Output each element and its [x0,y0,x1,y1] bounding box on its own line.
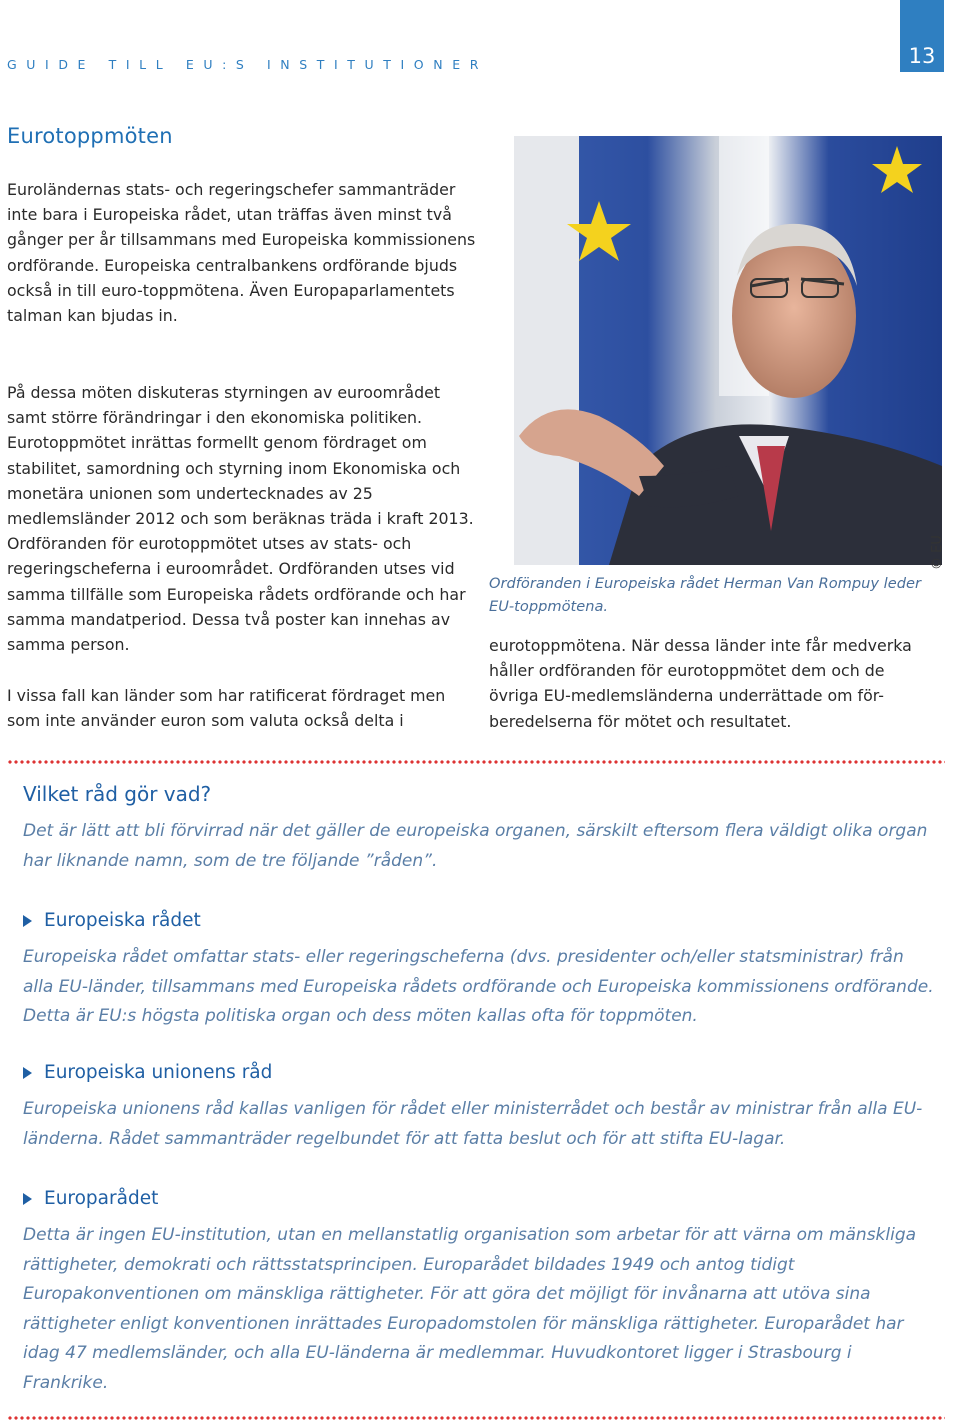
running-header: GUIDE TILL EU:S INSTITUTIONER [7,57,488,72]
item-heading-label: Europarådet [44,1188,159,1209]
item-text-europeiska-radet: Europeiska rådet omfattar stats- eller regeringscheferna (dvs. presidenter och/eller statsministrar) från alla EU-länder, tillsammans med Europeiska rådets ordförande och Europeiska kommissionens ordförande. Detta är EU:s högsta politiska organ och dess möten kallas ofta för toppmöten. [23,947,934,1026]
page-number: 13 [900,0,944,72]
item-heading-label: Europeiska rådet [44,910,201,931]
box-title: Vilket råd gör vad? [23,782,212,806]
item-text-unionens-rad: Europeiska unionens råd kallas vanligen för rådet eller ministerrådet och består av ministrar från alla EU-länderna. Rådet sammanträder regelbundet för att fatta beslut och för att stifta EU-lagar. [23,1099,923,1149]
photo-credit: © EU [930,535,945,570]
paragraph-1: Euroländernas stats- och regeringschefer sammanträder inte bara i Europeiska rådet, utan träffas även minst två gånger per år tillsammans med Europeiska kommissionens ordförande. Europeiska centralbankens ordförande bjuds också in till euro-toppmötena. Även Europaparlamentets talman kan bjudas in. [7,180,476,326]
item-text-europaradet: Detta är ingen EU-institution, utan en mellanstatlig organisation som arbetar för att värna om mänskliga rättigheter, demokrati och rättsstatsprincipen. Europarådet bildades 1949 och antog tidigt Europakonventionen om mänskliga rättigheter. För att göra det möjligt för invånarna att utöva sina rättigheter enligt konventionen inrättades Europadomstolen för mänskliga rättigheter. Europarådet har idag 47 medlemsländer, och alla EU-länderna är medlemmar. Huvudkontoret ligger i Strasbourg i Frankrike. [23,1225,917,1393]
triangle-bullet-icon [23,1067,32,1079]
photo-illustration [489,136,942,565]
item-heading-unionens-rad [23,1062,272,1083]
dotted-divider-top [7,760,945,764]
triangle-bullet-icon [23,1193,32,1205]
paragraph-4: eurotoppmötena. När dessa länder inte får medverka håller ordföranden för eurotoppmötet dem och de övriga EU-medlemsländerna underrättade om för-beredelserna för mötet och resultatet. [489,636,912,731]
dotted-divider-bottom [7,1416,945,1420]
paragraph-2: På dessa möten diskuteras styrningen av euroområdet samt större förändringar i den ekonomiska politiken. Eurotoppmötet inrättas formellt genom fördraget om stabilitet, samordning och styrning inom Ekonomiska och monetära unionen som undertecknades av 25 medlemsländer 2012 och som beräknas träda i kraft 2013. Ordföranden för eurotoppmötet utses av stats- och regeringscheferna i euroområdet. Ordföranden utses vid samma tillfälle som Europeiska rådets ordförande och har samma mandatperiod. Dessa två poster kan innehas av samma person. [7,383,474,655]
paragraph-3: I vissa fall kan länder som har ratificerat fördraget men som inte använder euron som valuta också delta i [7,686,446,731]
item-heading-europaradet [23,1188,158,1209]
photo-caption: Ordföranden i Europeiska rådet Herman Van Rompuy leder EU-toppmötena. [489,575,921,615]
item-heading-label: Europeiska unionens råd [44,1062,273,1083]
section-title: Eurotoppmöten [7,124,173,148]
photo-van-rompuy [489,136,942,565]
item-heading-europeiska-radet [23,910,201,931]
triangle-bullet-icon [23,915,32,927]
box-intro: Det är lätt att bli förvirrad när det gäller de europeiska organen, särskilt eftersom flera väldigt olika organ har liknande namn, som de tre följande ”råden”. [23,821,928,871]
